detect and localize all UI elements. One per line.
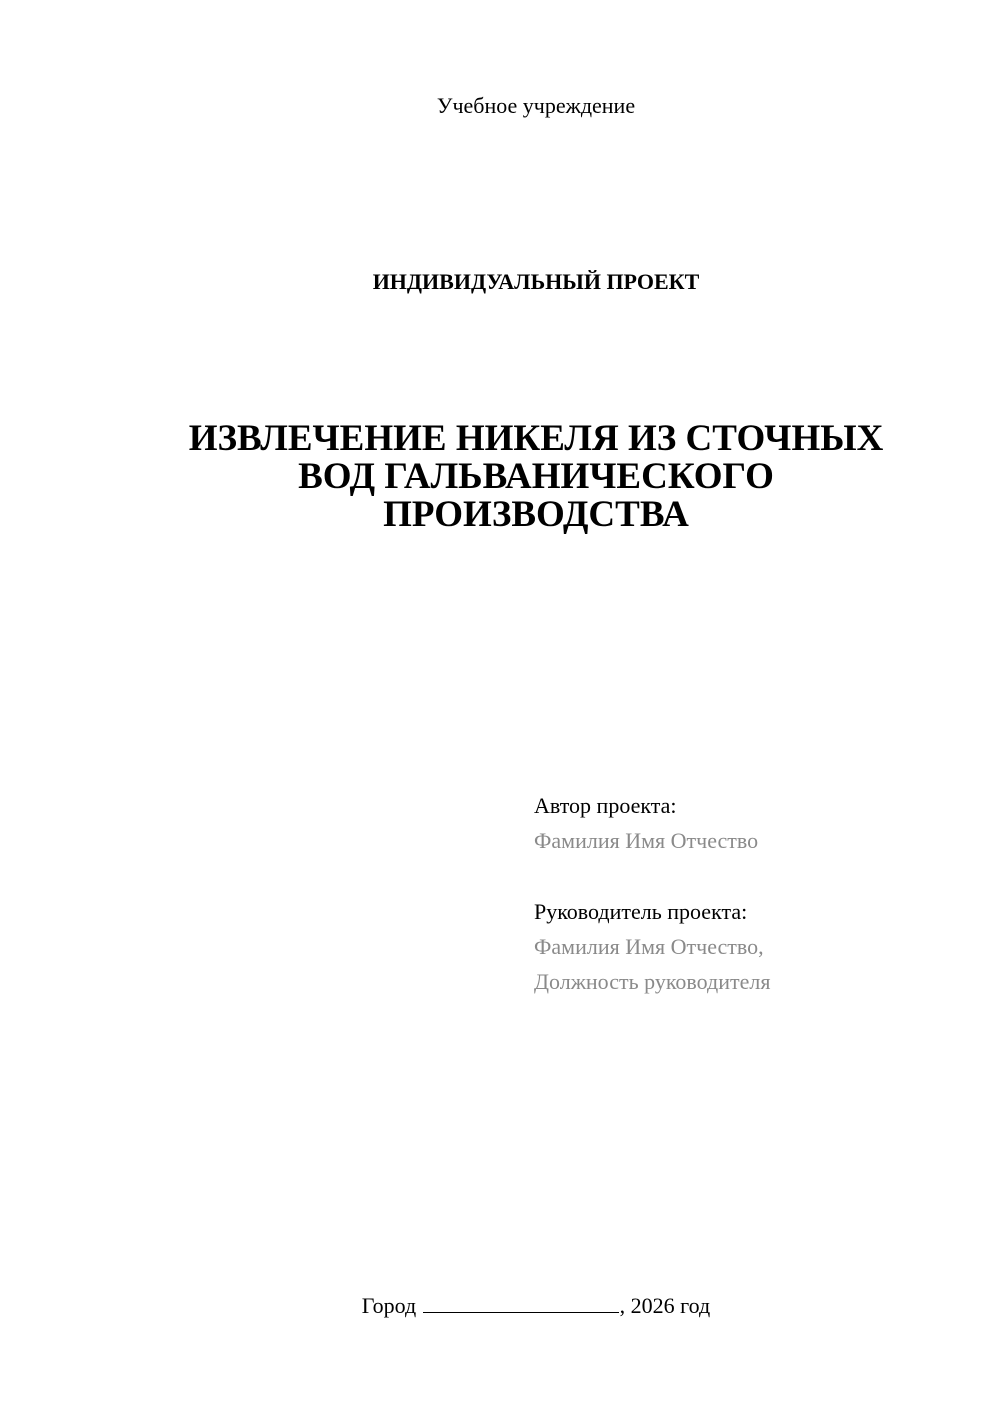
project-title-line-2: ВОД ГАЛЬВАНИЧЕСКОГО <box>298 456 774 497</box>
city-blank-line <box>423 1290 619 1313</box>
project-type-heading: ИНДИВИДУАЛЬНЫЙ ПРОЕКТ <box>372 269 700 294</box>
author-label: Автор проекта: <box>534 793 677 818</box>
project-title-line-1: ИЗВЛЕЧЕНИЕ НИКЕЛЯ ИЗ СТОЧНЫХ <box>188 418 884 459</box>
credits-spacer <box>534 858 770 894</box>
supervisor-position-placeholder: Должность руководителя <box>534 969 771 994</box>
credits-block <box>534 788 770 999</box>
supervisor-label: Руководитель проекта: <box>534 899 748 924</box>
city-year-line <box>0 1290 1000 1320</box>
project-title <box>0 420 1000 534</box>
supervisor-name-placeholder: Фамилия Имя Отчество, <box>534 934 764 959</box>
author-name-placeholder: Фамилия Имя Отчество <box>534 828 759 853</box>
year-text: , 2026 год <box>619 1293 711 1318</box>
project-title-line-3: ПРОИЗВОДСТВА <box>383 494 689 535</box>
institution-name: Учебное учреждение <box>436 93 636 118</box>
city-label: Город <box>361 1293 417 1318</box>
